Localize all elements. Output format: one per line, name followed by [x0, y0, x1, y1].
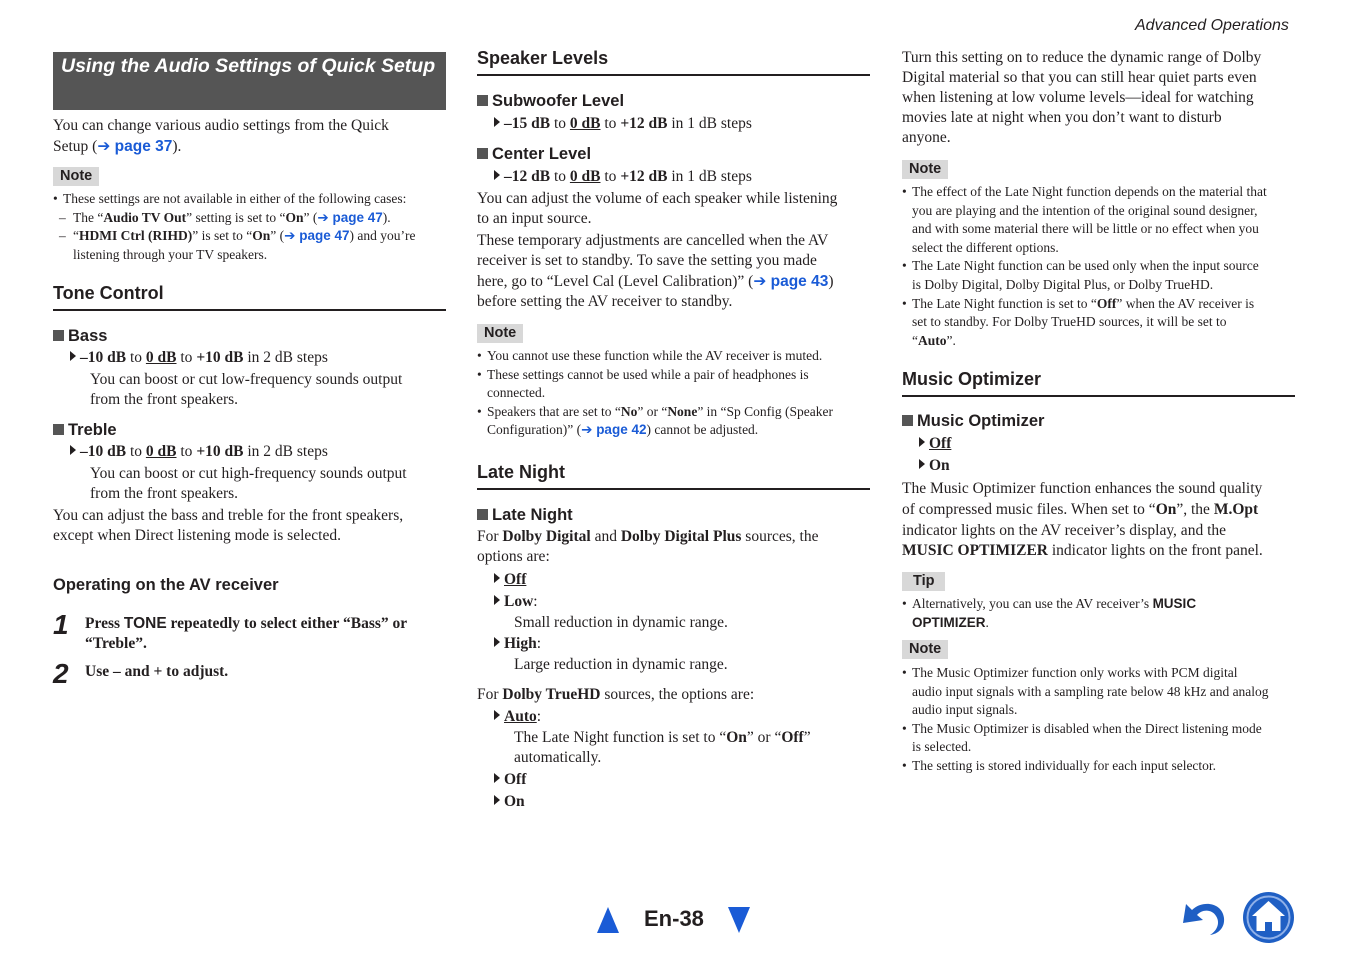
tone-control-heading: Tone Control: [53, 282, 446, 311]
para-line: [477, 271, 872, 292]
option-off-truehd: [494, 770, 526, 790]
range-default: 0 dB: [145, 443, 177, 460]
range-default: 0 dB: [145, 349, 177, 366]
range-max: +12 dB: [620, 168, 668, 185]
range-max: +10 dB: [196, 443, 244, 460]
note-item-cont: is Dolby Digital, Dolby Digital Plus, or Dolby TrueHD.: [912, 276, 1214, 292]
para-line: when listening at low volume levels—ideal for watching: [902, 89, 1254, 106]
page-43-link[interactable]: ➔ page 43: [753, 272, 829, 290]
note-text: ” setting is set to “: [186, 209, 286, 225]
para-line: options are:: [477, 548, 550, 565]
note-item-cont: [902, 332, 1302, 351]
note-text: ).: [382, 209, 391, 225]
note-text: ) and you’re: [349, 228, 416, 244]
music-optimizer-subheading: [902, 411, 1044, 431]
section-title: Using the Audio Settings of Quick Setup: [53, 52, 446, 110]
tip-item-cont: [902, 614, 1302, 633]
option-off: [919, 434, 951, 454]
desc-text: The Late Night function is set to “: [514, 729, 727, 746]
range-min: –15 dB: [504, 115, 551, 132]
para-line: anyone.: [902, 129, 951, 146]
colon: :: [533, 593, 538, 610]
desc-line: You can boost or cut low-frequency sounds output: [90, 371, 403, 388]
treble-description: [90, 464, 407, 504]
note-text: ” is set to “: [192, 228, 253, 244]
link-label: page 42: [596, 422, 647, 438]
para-line: [902, 541, 1302, 562]
center-range: [494, 167, 752, 187]
note-list: [902, 664, 1307, 776]
note-item-cont: audio input signals with a sampling rate below 48 kHz and analog: [912, 683, 1269, 699]
option-label: Off: [504, 571, 527, 588]
page-37-link[interactable]: ➔ page 37: [97, 137, 173, 155]
range-min: –12 dB: [504, 168, 551, 185]
step-line: [85, 614, 445, 634]
para-line: You can adjust the volume of each speaker while listening: [477, 190, 838, 207]
tip-list: [902, 595, 1302, 632]
note-item-cont: [477, 421, 872, 440]
subwoofer-range: [494, 114, 752, 134]
late-night-heading: Late Night: [477, 461, 870, 490]
note-bold: None: [667, 403, 698, 419]
note-text: The “: [73, 209, 104, 225]
link-label: page 43: [770, 273, 829, 290]
music-optimizer-key-label: OPTIMIZER: [912, 614, 986, 630]
square-bullet-icon: [53, 330, 64, 341]
triangle-bullet-icon: [919, 437, 925, 447]
note-text: The Late Night function is set to “: [912, 295, 1097, 311]
intro-line: [53, 136, 389, 157]
triangle-bullet-icon: [494, 637, 500, 647]
para-text: indicator lights on the front panel.: [1047, 542, 1263, 560]
note-item: [53, 227, 448, 246]
option-label: On: [504, 793, 525, 810]
triangle-bullet-icon: [494, 773, 500, 783]
triangle-bullet-icon: [494, 117, 500, 127]
range-default: 0 dB: [569, 168, 601, 185]
tip-label: Tip: [902, 572, 945, 591]
option-label: On: [929, 457, 950, 474]
low-description: Small reduction in dynamic range.: [514, 614, 728, 631]
triangle-bullet-icon: [494, 595, 500, 605]
previous-page-arrow-icon[interactable]: [596, 906, 620, 934]
intro-text-part: ).: [172, 138, 182, 155]
step-2-text: Use – and + to adjust.: [85, 663, 229, 680]
para-text: sources, the options are:: [600, 686, 755, 703]
para-line: Turn this setting on to reduce the dynamic range of Dolby: [902, 49, 1262, 66]
option-on: [919, 456, 950, 476]
triangle-bullet-icon: [70, 445, 76, 455]
note-bold: HDMI Ctrl (RIHD): [79, 228, 193, 244]
intro-text: [53, 116, 389, 157]
home-icon[interactable]: [1242, 891, 1295, 944]
auto-description: [514, 728, 811, 768]
note-item-cont: and with some material there will be little or no effect when you: [912, 221, 1259, 237]
center-level-heading: [477, 144, 591, 164]
note-item: • The effect of the Late Night function depends on the material that: [902, 183, 1302, 202]
note-bold: No: [620, 403, 638, 419]
step-1-number: 1: [53, 609, 69, 640]
heading-label: Music Optimizer: [917, 412, 1045, 430]
note-text: ) cannot be adjusted.: [646, 422, 759, 438]
triangle-bullet-icon: [70, 351, 76, 361]
tip-text: .: [985, 614, 989, 630]
note-text: Speakers that are set to “: [487, 403, 621, 419]
desc-text: ”: [803, 729, 811, 746]
range-sep: to: [600, 168, 621, 185]
colon: :: [536, 635, 542, 652]
option-auto: [494, 707, 541, 727]
page-47-link[interactable]: ➔ page 47: [284, 228, 350, 245]
para-bold: Dolby Digital Plus: [620, 528, 742, 545]
desc-line: from the front speakers.: [90, 391, 239, 408]
note-item: • The Music Optimizer function only works with PCM digital: [902, 664, 1307, 683]
range-sep: to: [550, 115, 570, 132]
option-off: [494, 570, 526, 590]
dolby-digital-options-intro: [477, 527, 872, 567]
range-step: in 1 dB steps: [667, 168, 752, 185]
tip-item: [902, 595, 1302, 614]
high-description: Large reduction in dynamic range.: [514, 656, 728, 673]
note-text: “: [912, 332, 918, 348]
page-47-link[interactable]: ➔ page 47: [317, 209, 383, 226]
para-bold: M.Opt: [1213, 500, 1259, 518]
music-optimizer-paragraph: [902, 479, 1302, 562]
note-text: “: [73, 228, 79, 244]
range-min: –10 dB: [80, 349, 127, 366]
page-number: En-38: [644, 906, 704, 931]
para-line: You can adjust the bass and treble for the front speakers,: [53, 507, 404, 524]
option-label: Low: [504, 593, 534, 610]
para-line: receiver is set to standby. To save the setting you made: [477, 252, 817, 269]
step-1-text: [85, 614, 445, 654]
bass-description: [90, 370, 402, 410]
range-default: 0 dB: [569, 115, 601, 132]
square-bullet-icon: [477, 509, 488, 520]
para-bold: Dolby TrueHD: [502, 686, 601, 703]
option-high: [494, 634, 541, 654]
back-arrow-icon[interactable]: [1180, 896, 1228, 938]
desc-line: You can boost or cut high-frequency sounds output: [90, 465, 407, 482]
para-text: here, go to “Level Cal (Level Calibration)” (: [477, 273, 754, 290]
note-text: Configuration)” (: [487, 422, 582, 438]
note-item-cont: audio input signals.: [912, 702, 1018, 718]
desc-text: ” or “: [746, 729, 782, 746]
heading-label: Subwoofer Level: [492, 92, 625, 110]
note-item: • The Late Night function can be used only when the input source: [902, 257, 1302, 276]
note-list: [53, 190, 448, 264]
note-label: Note: [53, 167, 99, 186]
range-step: in 1 dB steps: [667, 115, 752, 132]
range-max: +10 dB: [196, 349, 244, 366]
note-list: [902, 183, 1302, 350]
para-text: and: [590, 528, 621, 545]
treble-heading: [53, 420, 117, 440]
range-min: –10 dB: [80, 443, 127, 460]
para-line: except when Direct listening mode is selected.: [53, 527, 341, 544]
tone-key-label: TONE: [123, 615, 167, 632]
intro-text-part: Setup (: [53, 138, 98, 155]
para-line: before setting the AV receiver to standby.: [477, 293, 733, 310]
note-item: [477, 403, 872, 422]
speaker-levels-heading: Speaker Levels: [477, 47, 870, 76]
para-text: ): [828, 273, 834, 290]
para-line: These temporary adjustments are cancelled when the AV: [477, 232, 829, 249]
heading-label: Treble: [68, 421, 117, 439]
truehd-options-intro: [477, 685, 754, 705]
note-bold: Off: [1096, 295, 1117, 311]
link-label: page 47: [299, 228, 350, 244]
adjust-paragraph: [53, 506, 403, 546]
range-sep: to: [600, 115, 621, 132]
treble-range: [70, 442, 328, 462]
note-bold: Audio TV Out: [103, 209, 187, 225]
range-max: +12 dB: [620, 115, 668, 132]
note-text: ”.: [946, 332, 956, 348]
running-header: Advanced Operations: [1135, 17, 1289, 34]
music-optimizer-key-label: MUSIC: [1152, 596, 1197, 611]
triangle-bullet-icon: [494, 170, 500, 180]
desc-line: [514, 728, 811, 748]
para-bold: Dolby Digital: [502, 528, 591, 545]
para-line: Digital material so that you can still hear quiet parts even: [902, 69, 1257, 86]
para-bold: On: [1155, 500, 1177, 518]
desc-bold: Off: [781, 729, 804, 746]
range-sep: to: [126, 349, 146, 366]
option-label: Auto: [504, 708, 537, 725]
para-bold: MUSIC OPTIMIZER: [902, 542, 1048, 560]
square-bullet-icon: [53, 424, 64, 435]
range-sep: to: [550, 168, 570, 185]
note-label: Note: [477, 324, 523, 343]
note-item-cont: select the different options.: [912, 239, 1059, 255]
note-bold: On: [252, 228, 271, 244]
option-low: [494, 592, 538, 612]
para-text: ”, the: [1176, 500, 1214, 518]
step-text-part: repeatedly to select either “Bass” or: [166, 615, 408, 632]
subwoofer-level-heading: [477, 91, 624, 111]
late-night-explanation: [902, 48, 1297, 148]
range-sep: to: [176, 349, 197, 366]
tip-text: Alternatively, you can use the AV receiver’s: [912, 596, 1153, 611]
note-item-cont: connected.: [487, 385, 546, 401]
option-label: Off: [929, 435, 952, 452]
bass-heading: [53, 326, 107, 346]
para-line: [477, 527, 872, 547]
note-text: ” or “: [637, 403, 668, 419]
next-page-arrow-icon[interactable]: [727, 906, 751, 934]
square-bullet-icon: [477, 148, 488, 159]
triangle-bullet-icon: [494, 573, 500, 583]
note-item: • These settings cannot be used while a pair of headphones is: [477, 366, 872, 385]
square-bullet-icon: [902, 415, 913, 426]
heading-label: Bass: [68, 327, 108, 345]
link-label: page 37: [114, 138, 173, 155]
note-item-cont: you are playing and the intention of the original sound designer,: [912, 202, 1258, 218]
page-42-link[interactable]: ➔ page 42: [581, 422, 647, 439]
option-on-truehd: [494, 792, 525, 812]
music-optimizer-heading: Music Optimizer: [902, 368, 1295, 397]
note-bold: On: [285, 209, 304, 225]
note-item-cont: listening through your TV speakers.: [73, 246, 268, 262]
para-text: of compressed music files. When set to “: [902, 500, 1156, 518]
para-line: The Music Optimizer function enhances the sound quality: [902, 480, 1263, 497]
note-text: ” (: [303, 209, 318, 225]
note-item: • The Music Optimizer is disabled when the Direct listening mode: [902, 720, 1307, 739]
note-item: [902, 295, 1302, 314]
note-bold: Auto: [918, 332, 947, 348]
colon: :: [536, 708, 542, 725]
square-bullet-icon: [477, 95, 488, 106]
note-item: • These settings are not available in either of the following cases:: [53, 190, 448, 209]
late-night-subheading: [477, 505, 573, 525]
note-item: • You cannot use these function while the AV receiver is muted.: [477, 347, 872, 366]
desc-line: automatically.: [514, 749, 602, 766]
note-list: [477, 347, 872, 440]
para-text: For: [477, 528, 503, 545]
desc-bold: On: [726, 729, 747, 746]
desc-line: from the front speakers.: [90, 485, 239, 502]
link-label: page 47: [332, 209, 383, 225]
range-sep: to: [176, 443, 197, 460]
note-text: ” in “Sp Config (Speaker: [697, 403, 834, 419]
triangle-bullet-icon: [494, 795, 500, 805]
operating-heading: Operating on the AV receiver: [53, 576, 279, 594]
option-label: Off: [504, 771, 527, 788]
note-text: ” (: [270, 228, 285, 244]
speaker-paragraphs: [477, 189, 872, 312]
triangle-bullet-icon: [494, 710, 500, 720]
range-step: in 2 dB steps: [243, 443, 328, 460]
note-item-cont: set to standby. For Dolby TrueHD sources, it will be set to: [912, 314, 1227, 330]
heading-label: Center Level: [492, 145, 592, 163]
note-item-cont: is selected.: [912, 739, 972, 755]
para-line: movies late at night when you don’t want to disturb: [902, 109, 1222, 126]
bass-range: [70, 348, 328, 368]
para-line: to an input source.: [477, 210, 592, 227]
para-text: For: [477, 686, 503, 703]
range-sep: to: [126, 443, 146, 460]
step-text-part: Press: [85, 615, 124, 632]
note-item: [53, 209, 448, 228]
para-text: sources, the: [741, 528, 819, 545]
option-label: High: [504, 635, 537, 652]
step-line: “Treble”.: [85, 635, 147, 652]
note-text: ” when the AV receiver is: [1116, 295, 1255, 311]
note-label: Note: [902, 160, 948, 179]
para-line: [902, 500, 1302, 521]
range-step: in 2 dB steps: [243, 349, 328, 366]
triangle-bullet-icon: [919, 459, 925, 469]
heading-label: Late Night: [492, 506, 573, 524]
para-line: indicator lights on the AV receiver’s display, and the: [902, 521, 1227, 539]
intro-line: You can change various audio settings from the Quick: [53, 117, 389, 134]
step-2-number: 2: [53, 658, 69, 689]
note-item: • The setting is stored individually for each input selector.: [902, 757, 1307, 776]
note-label: Note: [902, 640, 948, 659]
